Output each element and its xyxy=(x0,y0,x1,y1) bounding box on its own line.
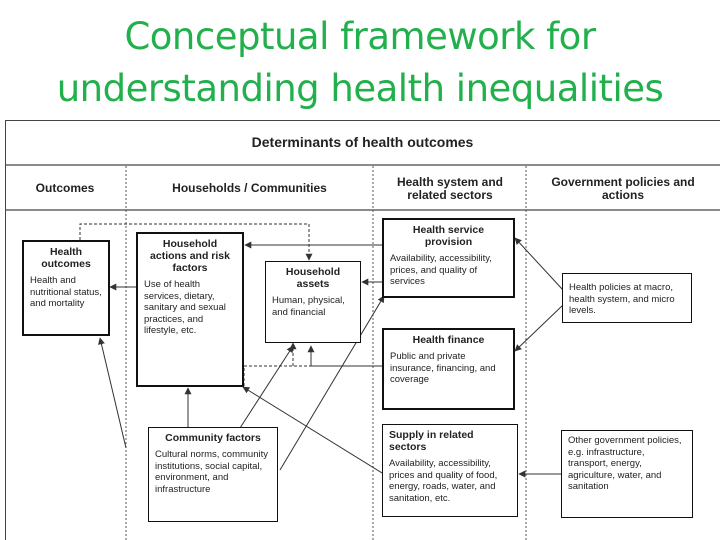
household-assets-box xyxy=(265,261,361,343)
household-actions-box xyxy=(136,232,244,387)
arrow-finance-to-assets xyxy=(311,346,382,366)
health-policies-body: Health policies at macro, health system, and micro levels. xyxy=(569,282,675,316)
health-service-provision-body: Availability, accessibility, prices, and quality of services xyxy=(390,253,492,287)
arrow-policy-to-service xyxy=(515,238,563,290)
arrow-policy-to-finance xyxy=(515,305,563,351)
main-header: Determinants of health outcomes xyxy=(251,134,474,150)
column-header-outcomes: Outcomes xyxy=(35,181,95,195)
slide-title-line-2: understanding health inequalities xyxy=(56,67,664,110)
column-header-government: Government policies and actions xyxy=(551,175,695,202)
health-finance-box xyxy=(382,328,515,410)
health-finance-body: Public and private insurance, financing, and coverage xyxy=(390,351,496,385)
health-outcomes-title: Health outcomes xyxy=(41,246,91,270)
health-outcomes-box xyxy=(22,240,110,336)
health-policies-box xyxy=(562,273,692,323)
supply-related-sectors-title: Supply in related sectors xyxy=(389,429,474,453)
other-policies-box xyxy=(561,430,693,518)
health-service-provision-box xyxy=(382,218,515,298)
household-actions-body: Use of health services, dietary, sanitary and sexual practices, and lifestyle, etc. xyxy=(144,279,226,336)
slide-title-line-1: Conceptual framework for xyxy=(124,15,596,58)
household-assets-title: Household assets xyxy=(285,266,341,290)
household-assets-body: Human, physical, and financial xyxy=(272,295,345,318)
health-finance-title: Health finance xyxy=(412,334,485,346)
arrow-community-to-assets xyxy=(240,346,293,428)
supply-related-sectors-box xyxy=(382,424,518,517)
community-factors-title: Community factors xyxy=(165,432,261,444)
arrow-dashed-finance-to-actions xyxy=(244,366,382,386)
household-actions-title: Household actions and risk factors xyxy=(150,238,230,274)
community-factors-box xyxy=(148,427,278,522)
column-header-health-system: Health system and related sectors xyxy=(396,175,504,202)
column-header-households: Households / Communities xyxy=(172,181,327,195)
supply-related-sectors-body: Availability, accessibility, prices and quality of food, energy, roads, water, and sanitation, etc. xyxy=(389,458,498,504)
other-policies-body: Other government policies, e.g. infrastructure, transport, energy, agriculture, water, and sanitation xyxy=(568,435,682,492)
community-factors-body: Cultural norms, community institutions, social capital, environment, and infrastructure xyxy=(155,449,268,495)
arrow-community-to-outcomes xyxy=(100,338,126,448)
health-service-provision-title: Health service provision xyxy=(412,224,485,248)
health-outcomes-body: Health and nutritional status, and mortality xyxy=(30,275,102,309)
